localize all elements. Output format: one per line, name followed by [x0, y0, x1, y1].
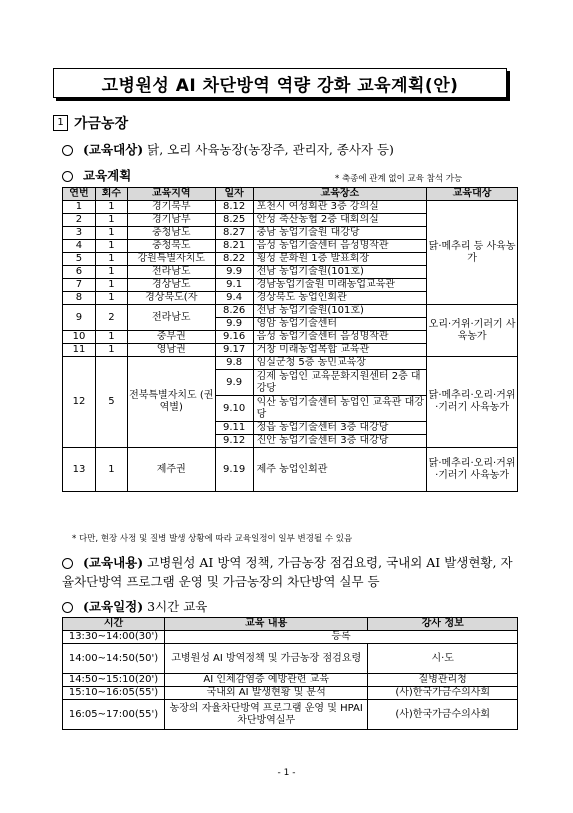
table-cell: 8.26 — [215, 305, 253, 318]
table-cell: 7 — [63, 279, 96, 292]
table-cell: 1 — [95, 214, 127, 227]
table-cell: 등록 — [164, 631, 517, 644]
column-header: 강사 정보 — [368, 618, 518, 631]
target-key: (교육대상) — [83, 142, 144, 157]
column-header: 교육대상 — [427, 188, 518, 201]
table-row — [63, 687, 518, 700]
table-cell: 1 — [95, 331, 127, 344]
table-cell: 9.12 — [215, 435, 253, 448]
table-cell: 1 — [95, 227, 127, 240]
table-cell: 거창 미래농업복합 교육관 — [253, 344, 427, 357]
target-cell: 닭·메추리·오리·거위·기러기 사육농가 — [427, 357, 518, 448]
table-cell: 중부권 — [127, 331, 215, 344]
table-header-row — [63, 618, 518, 631]
table-row — [63, 700, 518, 730]
circle-bullet-icon — [62, 602, 73, 613]
table-cell: 9.4 — [215, 292, 253, 305]
schedule-text: 3시간 교육 — [143, 599, 208, 614]
document-title — [53, 68, 507, 98]
circle-bullet-icon — [62, 145, 73, 156]
table-cell: 시·도 — [368, 644, 518, 674]
section-label: 가금농장 — [74, 116, 129, 132]
table-cell: 전라남도 — [127, 305, 215, 331]
table-cell: 1 — [95, 266, 127, 279]
table-cell: 정읍 농업기술센터 3층 대강당 — [253, 422, 427, 435]
table-cell: 9.10 — [215, 396, 253, 422]
schedule-table — [62, 617, 518, 730]
table-cell: 전라남도 — [127, 266, 215, 279]
plan-key: 교육계획 — [83, 168, 132, 183]
table-cell: 1 — [95, 253, 127, 266]
table-cell: 14:50~15:10(20') — [63, 674, 165, 687]
table-cell: 제주권 — [127, 448, 215, 492]
table-cell: 농장의 자율차단방역 프로그램 운영 및 HPAI 차단방역실무 — [164, 700, 367, 730]
table-cell: 충남 농업기술원 대강당 — [253, 227, 427, 240]
table-cell: 9.1 — [215, 279, 253, 292]
table-cell: 경남농업기술원 미래농업교육관 — [253, 279, 427, 292]
table-cell: 충청북도 — [127, 240, 215, 253]
table-cell: 9 — [63, 305, 96, 331]
target-bullet — [62, 140, 394, 158]
column-header: 교육지역 — [127, 188, 215, 201]
section-heading — [53, 113, 128, 133]
table-cell: 8.25 — [215, 214, 253, 227]
table-cell: 안성 축산농협 2층 대회의실 — [253, 214, 427, 227]
table-cell: 9.9 — [215, 370, 253, 396]
table-cell: 질병관리청 — [368, 674, 518, 687]
table-cell: 15:10~16:05(55') — [63, 687, 165, 700]
schedule-key: (교육일정) — [83, 599, 144, 614]
table-cell: 진안 농업기술센터 3층 대강당 — [253, 435, 427, 448]
table-cell: AI 인체감염증 예방관련 교육 — [164, 674, 367, 687]
table-cell: 음성 농업기술센터 음성명작관 — [253, 240, 427, 253]
table-cell: 5 — [63, 253, 96, 266]
section-number: 1 — [53, 115, 68, 131]
table-cell: 횡성 문화원 1층 발표회장 — [253, 253, 427, 266]
table-cell: 8 — [63, 292, 96, 305]
table-cell: 1 — [95, 240, 127, 253]
table-cell: 임실군청 5층 농민교육장 — [253, 357, 427, 370]
column-header: 교육장소 — [253, 188, 427, 201]
table-cell: 1 — [95, 279, 127, 292]
plan-bullet — [62, 166, 131, 184]
table-cell: 경상북도 농업인회관 — [253, 292, 427, 305]
table-cell: 2 — [95, 305, 127, 331]
table-cell: 2 — [63, 214, 96, 227]
page-number: - 1 - — [277, 768, 296, 778]
table-cell: 9.19 — [215, 448, 253, 492]
table-cell: 5 — [95, 357, 127, 448]
table-row — [63, 357, 518, 370]
table-cell: 13 — [63, 448, 96, 492]
table-cell: 9.17 — [215, 344, 253, 357]
table-cell: 16:05~17:00(55') — [63, 700, 165, 730]
target-cell: 오리·거위·기러기 사육농가 — [427, 305, 518, 357]
table-cell: 1 — [95, 448, 127, 492]
table-row — [63, 201, 518, 214]
table-cell: 전북특별자치도 (권역별) — [127, 357, 215, 448]
column-header: 일자 — [215, 188, 253, 201]
table-cell: 9.8 — [215, 357, 253, 370]
table-cell: 3 — [63, 227, 96, 240]
table-cell: 제주 농업인회관 — [253, 448, 427, 492]
table-cell: 강원특별자치도 — [127, 253, 215, 266]
circle-bullet-icon — [62, 171, 73, 182]
plan-table — [62, 187, 518, 492]
table-cell: 8.21 — [215, 240, 253, 253]
table-cell: 영암 농업기술센터 — [253, 318, 427, 331]
target-text: 닭, 오리 사육농장(농장주, 관리자, 종사자 등) — [143, 142, 394, 157]
circle-bullet-icon — [62, 558, 73, 569]
table-cell: 영남권 — [127, 344, 215, 357]
table-cell: 전남 농업기술원(101호) — [253, 305, 427, 318]
table-cell: 경기북부 — [127, 201, 215, 214]
table-cell: 8.12 — [215, 201, 253, 214]
column-header: 시간 — [63, 618, 165, 631]
table-cell: 11 — [63, 344, 96, 357]
table-cell: 9.16 — [215, 331, 253, 344]
table-row — [63, 644, 518, 674]
target-cell: 닭·메추리·오리·거위·기러기 사육농가 — [427, 448, 518, 492]
table-cell: 충청남도 — [127, 227, 215, 240]
footnote: * 다만, 현장 사정 및 질병 발생 상황에 따라 교육일정이 일부 변경될 수 있음 — [72, 534, 353, 544]
table-cell: (사)한국가금수의사회 — [368, 687, 518, 700]
content-key: (교육내용) — [83, 555, 144, 570]
table-row — [63, 305, 518, 318]
table-cell: 9.11 — [215, 422, 253, 435]
content-bullet — [62, 553, 522, 591]
table-cell: 9.9 — [215, 266, 253, 279]
table-cell: 고병원성 AI 방역정책 및 가금농장 점검요령 — [164, 644, 367, 674]
table-cell: 전남 농업기술원(101호) — [253, 266, 427, 279]
column-header: 교육 내용 — [164, 618, 367, 631]
table-cell: 경상남도 — [127, 279, 215, 292]
schedule-bullet — [62, 597, 207, 615]
table-cell: 14:00~14:50(50') — [63, 644, 165, 674]
table-cell: 1 — [95, 292, 127, 305]
table-cell: 12 — [63, 357, 96, 448]
table-cell: (사)한국가금수의사회 — [368, 700, 518, 730]
table-cell: 포천시 여성회관 3층 강의실 — [253, 201, 427, 214]
table-cell: 6 — [63, 266, 96, 279]
table-cell: 익산 농업기술센터 농업인 교육관 대강당 — [253, 396, 427, 422]
table-row — [63, 674, 518, 687]
table-cell: 국내외 AI 발생현황 및 분석 — [164, 687, 367, 700]
table-cell: 경기남부 — [127, 214, 215, 227]
table-cell: 13:30~14:00(30') — [63, 631, 165, 644]
table-cell: 김제 농업인 교육문화지원센터 2층 대강당 — [253, 370, 427, 396]
table-cell: 경상북도(자 — [127, 292, 215, 305]
table-row — [63, 448, 518, 492]
table-cell: 8.22 — [215, 253, 253, 266]
table-cell: 1 — [63, 201, 96, 214]
table-header-row — [63, 188, 518, 201]
target-cell: 닭·메추리 등 사육농가 — [427, 201, 518, 305]
table-cell: 1 — [95, 201, 127, 214]
content-text: 고병원성 AI 방역 정책, 가금농장 점검요령, 국내외 AI 발생현황, 자율차단방역 프로그램 운영 및 가금농장의 차단방역 실무 등 — [62, 555, 513, 589]
table-cell: 1 — [95, 344, 127, 357]
table-row — [63, 631, 518, 644]
table-cell: 10 — [63, 331, 96, 344]
column-header: 연번 — [63, 188, 96, 201]
column-header: 회수 — [95, 188, 127, 201]
table-cell: 8.27 — [215, 227, 253, 240]
table-cell: 4 — [63, 240, 96, 253]
title-text: 고병원성 AI 차단방역 역량 강화 교육계획(안) — [101, 75, 459, 96]
table-cell: 음성 농업기술센터 음성명작관 — [253, 331, 427, 344]
plan-note: * 축종에 관계 없이 교육 참석 가능 — [335, 174, 463, 184]
table-cell: 9.9 — [215, 318, 253, 331]
